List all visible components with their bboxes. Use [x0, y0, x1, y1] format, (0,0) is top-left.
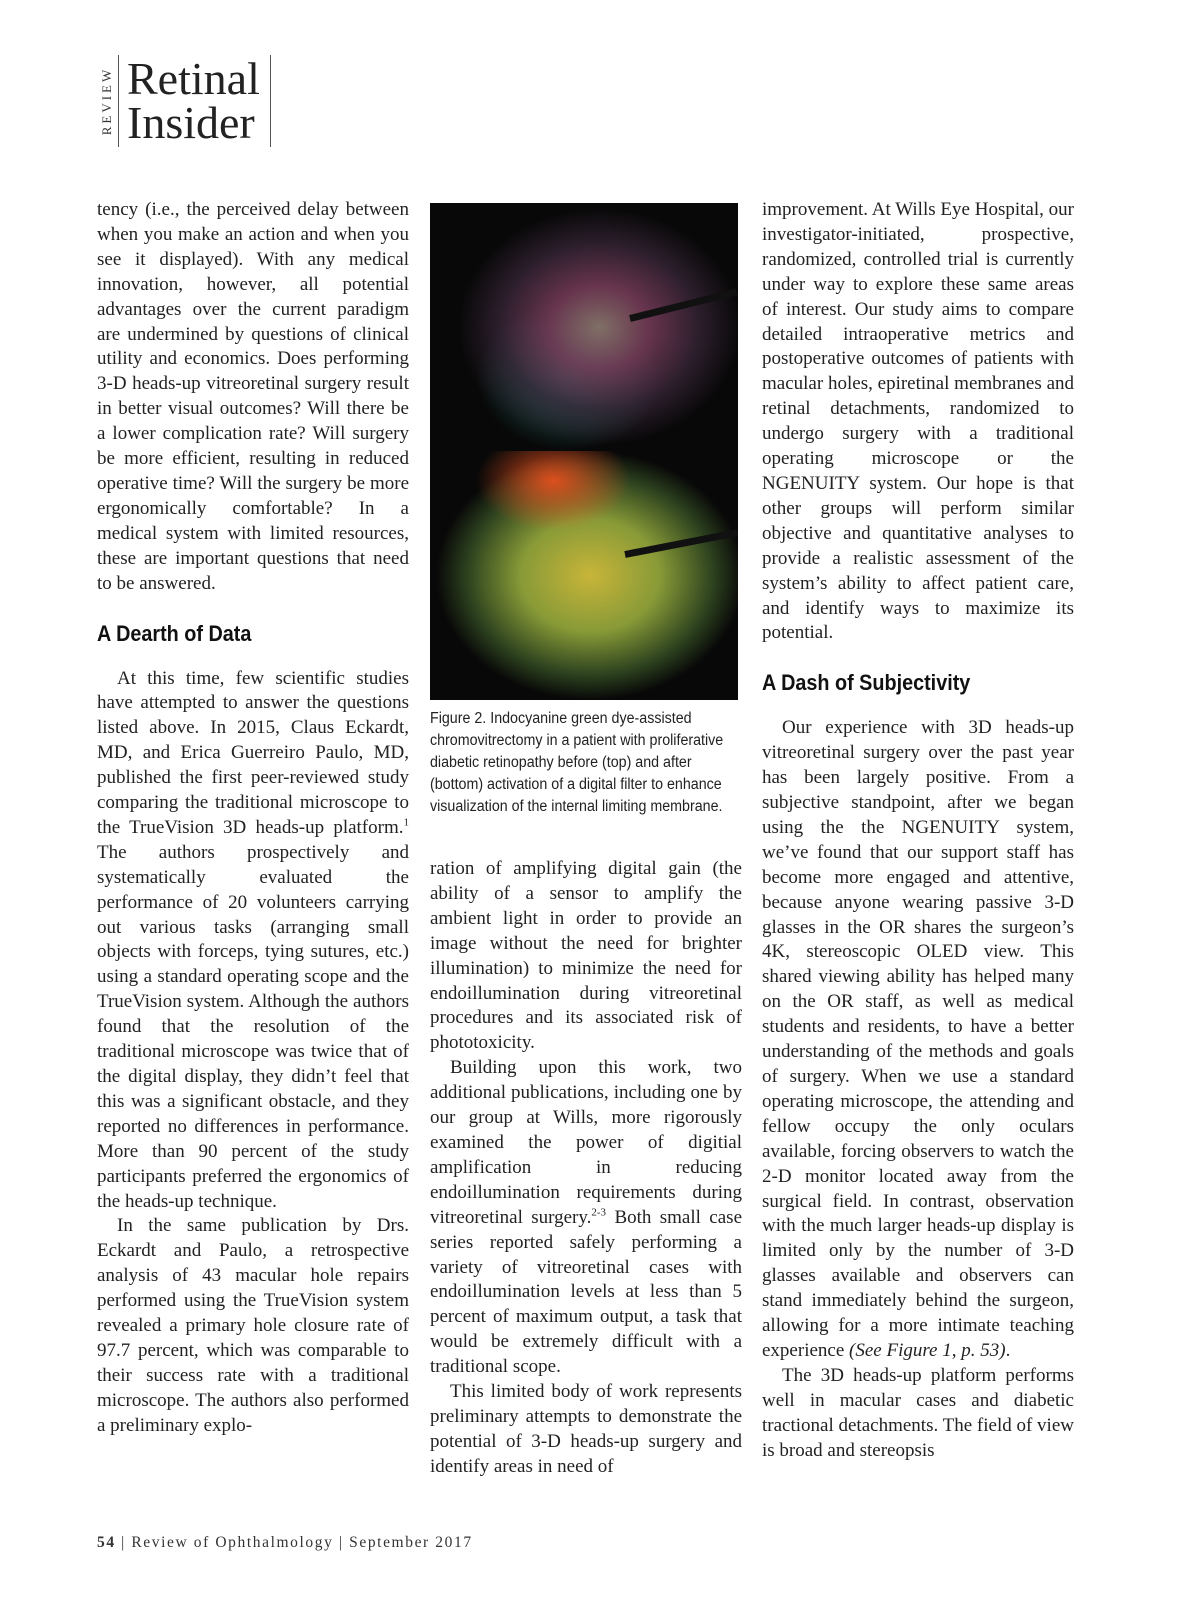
masthead-title-line1: Retinal	[127, 53, 260, 104]
section-heading-dearth-of-data: A Dearth of Data	[97, 620, 252, 646]
paragraph: Our experience with 3D heads-up vitreoretinal surgery over the past year has been largely positive. From a subjective standpoint, after we began using the the NGENUITY system, we’ve found that our support staff has become more engaged and attentive, because anyone wearing passive 3-D glasses in the OR shares the surgeon’s 4K, stereoscopic OLED view. This shared viewing ability has helped many on the OR staff, as well as medical students and residents, to have a better understanding of the methods and goals of surgery. When we use a standard operating microscope, the attending and fellow occupy the only oculars available, forcing observers to watch the 2-D monitor located away from the surgical field. In contrast, observation with the much larger heads-up display is limited only by the number of 3-D glasses available and observers can stand immediately behind the surgeon, allowing for a more intimate teaching experience (See Figure 1, p. 53).	[762, 717, 1074, 1361]
citation-superscript: 2-3	[591, 1206, 607, 1219]
figure-image-before	[430, 203, 738, 451]
column-2	[430, 857, 742, 1480]
figure-caption: Figure 2. Indocyanine green dye-assisted chromovitrectomy in a patient with proliferative diabetic retinopathy before (top) and after (bottom) activation of a digital filter to enhance visualization of the internal limiting membrane.	[430, 710, 724, 815]
paragraph: Building upon this work, two additional publications, including one by our group at Wills, more rigorously examined the power of digitial amplification in reducing endoillumination requirements during vitreoretinal surgery.$^{2-3}$ Both small case series reported safely performing a variety of vitreoretinal cases with endoillumination levels at less than 5 percent of maximum output, a task that would be extremely difficult with a traditional scope.	[430, 1057, 742, 1378]
masthead-title	[127, 55, 271, 147]
figure-reference: (See Figure 1, p. 53)	[849, 1339, 1006, 1361]
column-1	[97, 198, 409, 1439]
page-number: 54	[97, 1534, 116, 1551]
masthead-vertical	[95, 55, 119, 147]
paragraph: In the same publication by Drs. Eckardt and Paulo, a retrospective analysis of 43 macular hole repairs performed using the TrueVision system revealed a primary hole closure rate of 97.7 percent, which was comparable to their success rate with a traditional microscope. The authors also performed a preliminary explo-	[97, 1215, 409, 1436]
journal-name: Review of Ophthalmology	[131, 1534, 334, 1551]
figure-image	[430, 203, 738, 700]
paragraph: improvement. At Wills Eye Hospital, our investigator-initiated, prospective, randomized, controlled trial is currently under way to explore these same areas of interest. Our study aims to compare detailed intraoperative metrics and postoperative outcomes of patients with macular holes, epiretinal membranes and retinal detachments, randomized to undergo surgery with a traditional operating microscope or the NGENUITY system. Our hope is that other groups will perform similar objective and quantitative analyses to provide a realistic assessment of the system’s ability to affect patient care, and identify ways to maximize its potential.	[762, 199, 1074, 644]
masthead-review-label: REVIEW	[98, 66, 114, 136]
paragraph: The 3D heads-up platform performs well in macular cases and diabetic tractional detachments. The field of view is broad and stereopsis	[762, 1364, 1074, 1461]
paragraph: At this time, few scientific studies have attempted to answer the questions listed above. In 2015, Claus Eckardt, MD, and Erica Guerreiro Paulo, MD, published the first peer-reviewed study comparing the traditional microscope to the TrueVision 3D heads-up platform.$^1$ The authors prospectively and systematically evaluated the performance of 20 volunteers carrying out various tasks (arranging small objects with forceps, tying sutures, etc.) using a standard operating scope and the TrueVision system. Although the authors found that the resolution of the traditional microscope was twice that of the digital display, they didn’t feel that this was a significant obstacle, and they reported no differences in performance. More than 90 percent of the study participants preferred the ergonomics of the heads-up technique.	[97, 667, 409, 1212]
column-3	[762, 198, 1074, 1464]
issue-date: September 2017	[349, 1534, 473, 1551]
figure-image-after	[430, 451, 738, 700]
masthead	[95, 55, 271, 147]
masthead-title-line2: Insider	[127, 97, 255, 148]
figure-2	[430, 203, 738, 818]
paragraph: This limited body of work represents preliminary attempts to demonstrate the potential of 3-D heads-up surgery and identify areas in need of	[430, 1381, 742, 1477]
citation-superscript: 1	[403, 816, 409, 829]
section-heading-dash-of-subjectivity: A Dash of Subjectivity	[762, 670, 971, 696]
paragraph: tency (i.e., the perceived delay between when you make an action and when you see it displayed). With any medical innovation, however, all potential advantages over the current paradigm are undermined by questions of clinical utility and economics. Does performing 3-D heads-up vitreoretinal surgery result in better visual outcomes? Will there be a lower complication rate? Will surgery be more efficient, resulting in reduced operative time? Will the surgery be more ergonomically comfortable? In a medical system with limited resources, these are important questions that need to be answered.	[97, 199, 409, 594]
paragraph: ration of amplifying digital gain (the ability of a sensor to amplify the ambient light in order to provide an image without the need for brighter illumination) to minimize the need for endoillumination during vitreoretinal procedures and its associated risk of phototoxicity.	[430, 858, 742, 1054]
page-footer: 54 | Review of Ophthalmology | September 2017	[97, 1534, 473, 1551]
